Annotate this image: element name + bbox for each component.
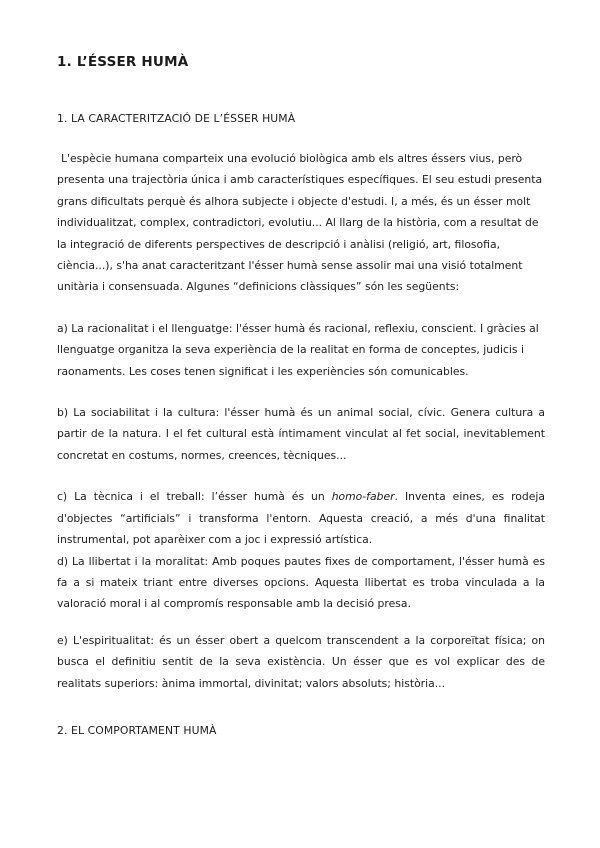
intro-paragraph: L'espècie humana comparteix una evolució biològica amb els altres éssers vius, però presenta una trajectòria única i amb característiques específiques. El seu estudi presenta grans dificultats perquè és alhora subjecte i objecte d'estudi. I, a més, és un ésser molt individualitzat, complex, contradictori, evolutiu... Al llarg de la història, com a resultat de la integració de diferents perspectives de descripció i anàlisi (religió, art, filosofia, ciència...), s'ha anat caracteritzant l'ésser humà sense assolir mai una visió totalment unitària i consensuada. Algunes “definicions clàssiques” són les següents: (57, 152, 543, 294)
section-1-heading: 1. LA CARACTERITZACIÓ DE L’ÉSSER HUMÀ (57, 112, 296, 125)
document-title: 1. L’ÉSSER HUMÀ (57, 54, 189, 70)
paragraph-c-text-pre: c) La tècnica i el treball: l’ésser humà és un (57, 490, 332, 504)
paragraph-a-rationality: a) La racionalitat i el llenguatge: l'ésser humà és racional, reflexiu, conscient. I gràcies al llenguatge organitza la seva experiència de la realitat en forma de conceptes, judicis i raonaments. Les coses tenen significat i les experiències són comunicables. (57, 321, 539, 378)
paragraph-b-sociability: b) La sociabilitat i la cultura: l'ésser humà és un animal social, cívic. Genera cultura a partir de la natura. I el fet cultural està íntimament vinculat al fet social, inevitablement concretat en costums, normes, creences, tècniques... (57, 406, 545, 462)
homo-faber-italic-term: homo-faber (331, 490, 395, 504)
paragraph-c-technique (57, 486, 545, 550)
paragraph-d-freedom: d) La llibertat i la moralitat: Amb poques pautes fixes de comportament, l'ésser humà es fa a si mateix triant entre diverses opcions. Aquesta llibertat es troba vinculada a la valoració moral i al compromís responsable amb la decisió presa. (57, 554, 545, 611)
section-2-heading: 2. EL COMPORTAMENT HUMÀ (57, 723, 217, 737)
paragraph-e-spirituality: e) L'espiritualitat: és un ésser obert a quelcom transcendent a la corporeïtat física; on busca el definitiu sentit de la seva existència. Un ésser que es vol explicar des de realitats superiors: ànima immortal, divinitat; valors absoluts; història... (57, 633, 545, 690)
paragraph-c-text-post: . Inventa eines, es rodeja d'objectes “artificials” i transforma l'entorn. Aquesta creació, a més d'una finalitat instrumental, pot aparèixer com a joc i expressió artística. (57, 490, 545, 547)
